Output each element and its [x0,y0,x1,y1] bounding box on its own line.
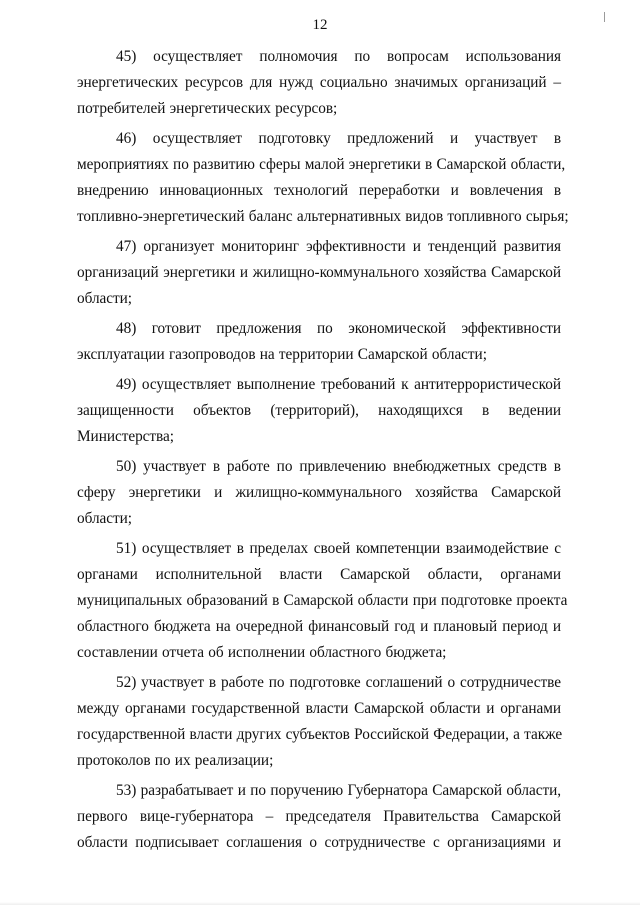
text-line: государственной власти других субъектов Российской Федерации, а также [77,726,563,743]
text-line: топливно-энергетический баланс альтернативных видов топливного сырья; [77,208,569,225]
text-line: организаций энергетики и жилищно-коммунального хозяйства Самарской [77,264,561,281]
text-line: 52) участвует в работе по подготовке соглашений о сотрудничестве [116,674,561,691]
text-line: 48) готовит предложения по экономической эффективности [116,320,561,337]
text-line: составлении отчета об исполнении областного бюджета; [77,644,447,661]
paragraph-item-47 [77,234,561,312]
document-body [77,44,569,860]
text-line: защищенности объектов (территорий), находящихся в ведении [77,402,561,419]
text-line: органами исполнительной власти Самарской области, органами [77,566,561,583]
text-line: между органами государственной власти Самарской области и органами [77,700,561,717]
text-line: области; [77,290,132,307]
text-line: области подписывает соглашения о сотрудничестве с организациями и [77,834,561,851]
text-line: 47) организует мониторинг эффективности и тенденций развития [116,238,561,255]
paragraph-item-45 [77,44,561,122]
text-line: мероприятиях по развитию сферы малой энергетики в Самарской области, [77,156,566,173]
text-line: области; [77,510,132,527]
text-line: энергетических ресурсов для нужд социально значимых организаций – [77,74,561,91]
paragraph-item-51 [77,536,568,666]
paragraph-item-49 [77,372,561,450]
paragraph-item-46 [77,126,569,230]
text-line: протоколов по их реализации; [77,752,274,769]
text-line: внедрению инновационных технологий переработки и вовлечения в [77,182,561,199]
text-line: 45) осуществляет полномочия по вопросам использования [116,48,561,65]
text-line: сферу энергетики и жилищно-коммунального хозяйства Самарской [77,484,561,501]
text-line: эксплуатации газопроводов на территории Самарской области; [77,346,487,363]
text-line: 49) осуществляет выполнение требований к антитеррористической [116,376,561,393]
text-line: 51) осуществляет в пределах своей компетенции взаимодействие с [116,540,561,557]
text-line: потребителей энергетических ресурсов; [77,100,338,117]
text-line: областного бюджета на очередной финансовый год и плановый период и [77,618,561,635]
paragraph-item-50 [77,454,561,532]
paragraph-item-52 [77,670,561,774]
text-line: 50) участвует в работе по привлечению внебюджетных средств в [116,458,561,475]
text-line: муниципальных образований в Самарской области при подготовке проекта [77,592,568,609]
paragraph-item-53 [77,778,561,856]
text-line: 53) разрабатывает и по поручению Губернатора Самарской области, [116,782,561,799]
paragraph-item-48 [77,316,561,368]
text-line: 46) осуществляет подготовку предложений и участвует в [116,130,561,147]
text-line: первого вице-губернатора – председателя Правительства Самарской [77,808,561,825]
page-number: 12 [312,17,328,33]
text-line: Министерства; [77,428,174,445]
